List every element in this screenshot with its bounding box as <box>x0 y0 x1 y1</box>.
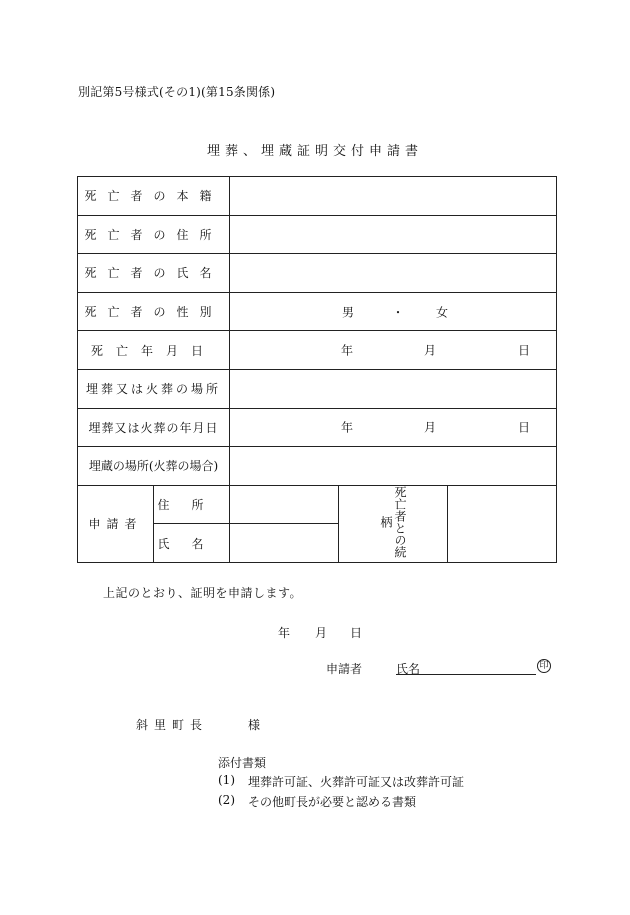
table-row <box>78 408 557 447</box>
row-label-honseki: 死亡者の本籍 <box>78 177 230 216</box>
deceased-name-field[interactable] <box>230 254 557 293</box>
applicant-address-label: 住所 <box>154 485 230 524</box>
death-date-field[interactable] <box>230 331 557 370</box>
attachment-item-num: (1) <box>218 773 235 787</box>
month-unit: 月 <box>424 420 437 435</box>
row-label-sex: 死亡者の性別 <box>78 292 230 331</box>
form-reference: 別記第5号様式(その1)(第15条関係) <box>78 85 276 99</box>
table-row <box>78 215 557 254</box>
separator-dot: ・ <box>392 305 405 320</box>
attachments-title: 添付書類 <box>218 756 267 770</box>
attachment-item-text: その他町長が必要と認める書類 <box>248 795 417 809</box>
table-row <box>78 177 557 216</box>
application-month: 月 <box>315 626 328 640</box>
applicant-address-field[interactable] <box>230 485 339 524</box>
addressee-honorific: 様 <box>248 718 261 732</box>
row-label-interment-place: 埋蔵の場所(火葬の場合) <box>78 447 230 486</box>
day-unit: 日 <box>518 420 531 435</box>
row-label-burial-place: 埋葬又は火葬の場所 <box>78 369 230 408</box>
row-label-death-date: 死亡年月日 <box>78 331 230 370</box>
application-form-table <box>77 176 557 563</box>
application-year: 年 <box>278 626 291 640</box>
interment-place-field[interactable] <box>230 447 557 486</box>
table-row <box>78 447 557 486</box>
month-unit: 月 <box>424 343 437 358</box>
year-unit: 年 <box>341 420 354 435</box>
burial-place-field[interactable] <box>230 369 557 408</box>
seal-mark: 印 <box>537 659 551 673</box>
table-row <box>78 292 557 331</box>
row-label-burial-date: 埋葬又は火葬の年月日 <box>78 408 230 447</box>
row-label-address: 死亡者の住所 <box>78 215 230 254</box>
attachment-item-num: (2) <box>218 793 235 807</box>
applicant-label: 申請者 <box>78 485 154 562</box>
male-option[interactable]: 男 <box>342 305 355 320</box>
application-day: 日 <box>350 626 363 640</box>
table-row <box>78 369 557 408</box>
female-option[interactable]: 女 <box>436 305 449 320</box>
row-label-name: 死亡者の氏名 <box>78 254 230 293</box>
relation-label: 死亡者との続柄 <box>339 485 448 562</box>
signature-line[interactable] <box>396 674 536 675</box>
applicant-name-label: 氏名 <box>154 524 230 563</box>
sex-field[interactable] <box>230 292 557 331</box>
document-title: 埋葬、埋蔵証明交付申請書 <box>206 144 423 159</box>
year-unit: 年 <box>341 343 354 358</box>
day-unit: 日 <box>518 343 531 358</box>
burial-date-field[interactable] <box>230 408 557 447</box>
attachment-item-text: 埋葬許可証、火葬許可証又は改葬許可証 <box>248 775 465 789</box>
relation-field[interactable] <box>448 485 557 562</box>
application-statement: 上記のとおり、証明を申請します。 <box>103 586 303 600</box>
applicant-sign-label: 申請者 <box>326 662 363 676</box>
addressee-name: 斜里町長 <box>136 718 209 732</box>
applicant-sign-name-label: 氏名 <box>396 662 421 676</box>
honseki-field[interactable] <box>230 177 557 216</box>
applicant-name-field[interactable] <box>230 524 339 563</box>
table-row <box>78 254 557 293</box>
table-row <box>78 331 557 370</box>
table-row <box>78 485 557 524</box>
deceased-address-field[interactable] <box>230 215 557 254</box>
